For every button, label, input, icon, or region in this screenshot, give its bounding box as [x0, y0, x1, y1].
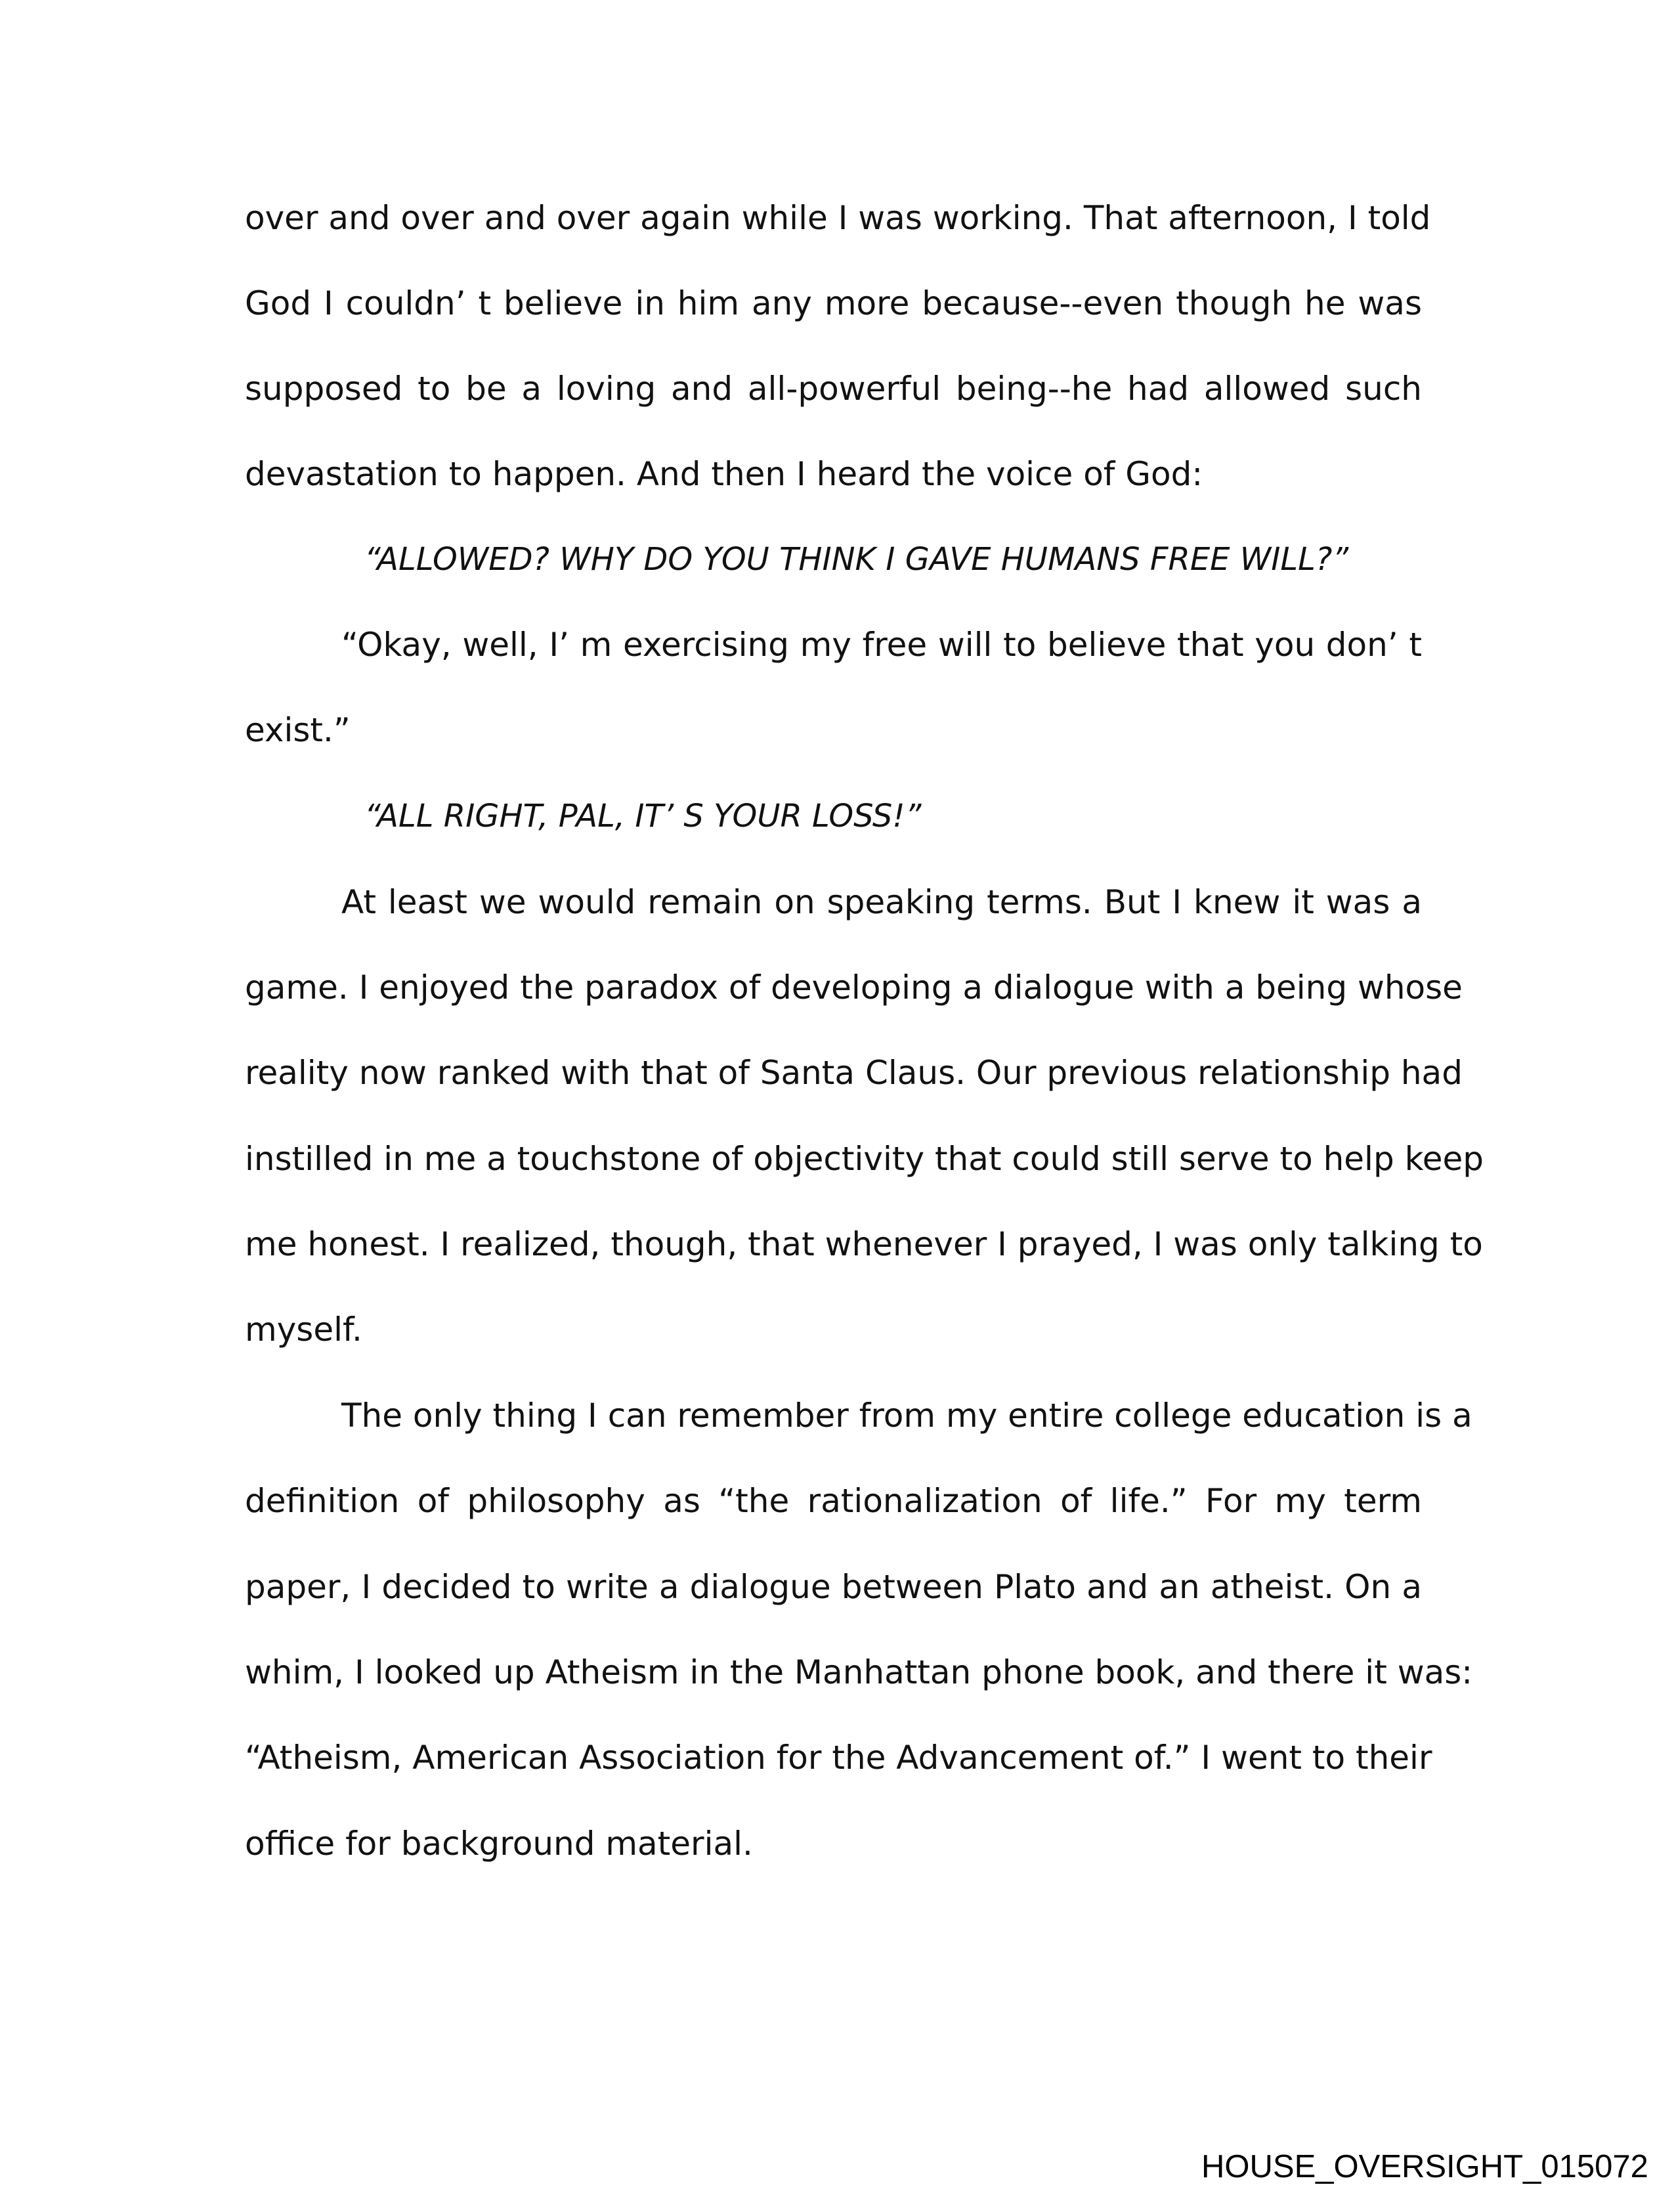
text-line: me honest. I realized, though, that whenever I prayed, I was only talking to [245, 1225, 1483, 1263]
text-line: over and over and over again while I was working. That afternoon, I told [245, 199, 1431, 237]
text-line: reality now ranked with that of Santa Claus. Our previous relationship had [245, 1054, 1463, 1092]
italic-quote-line: “ALL RIGHT, PAL, IT’ S YOUR LOSS!” [364, 798, 922, 835]
text-line: office for background material. [245, 1825, 753, 1863]
text-line: devastation to happen. And then I heard the voice of God: [245, 455, 1203, 493]
text-line: paper, I decided to write a dialogue between Plato and an atheist. On a [245, 1568, 1422, 1606]
text-line: whim, I looked up Atheism in the Manhattan phone book, and there it was: [245, 1653, 1473, 1691]
text-line: God I couldn’ t believe in him any more because--even though he was [245, 284, 1422, 322]
text-line: instilled in me a touchstone of objectivity that could still serve to help keep [245, 1140, 1484, 1178]
text-line: supposed to be a loving and all-powerful being--he had allowed such [245, 370, 1422, 408]
text-line: The only thing I can remember from my entire college education is a [341, 1397, 1472, 1435]
text-line: myself. [245, 1311, 362, 1349]
italic-quote-line: “ALLOWED? WHY DO YOU THINK I GAVE HUMANS FREE WILL?” [364, 541, 1349, 578]
text-line: “Atheism, American Association for the Advancement of.” I went to their [245, 1739, 1432, 1777]
bates-stamp: HOUSE_OVERSIGHT_015072 [1201, 2149, 1648, 2184]
text-line: At least we would remain on speaking terms. But I knew it was a [341, 883, 1422, 921]
text-line: exist.” [245, 711, 351, 749]
text-line: definition of philosophy as “the rationalization of life.” For my term [245, 1482, 1422, 1520]
text-line: game. I enjoyed the paradox of developing a dialogue with a being whose [245, 968, 1463, 1007]
text-line: “Okay, well, I’ m exercising my free will to believe that you don’ t [341, 626, 1422, 664]
